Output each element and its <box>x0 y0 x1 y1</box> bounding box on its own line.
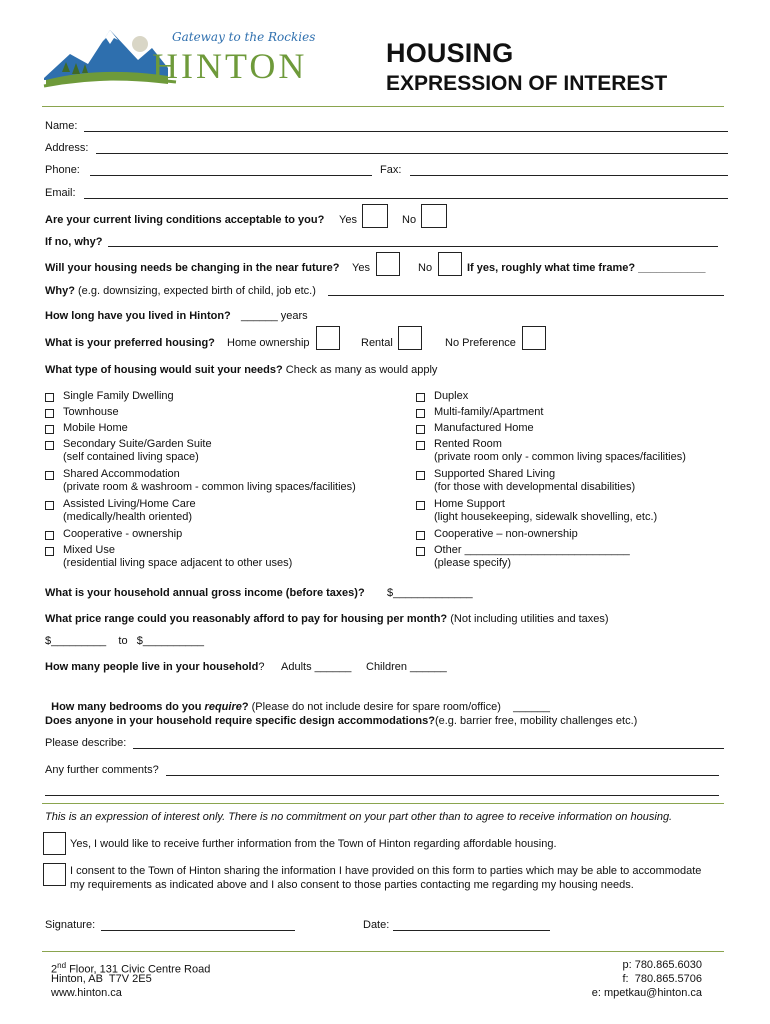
housing-type-label: Townhouse <box>63 406 119 418</box>
bedrooms-note: (Please do not include desire for spare room/office) ______ <box>251 701 550 713</box>
email-label: Email: <box>45 187 76 199</box>
housing-type-label: Cooperative – non-ownership <box>434 528 578 540</box>
bedrooms-require: require <box>204 701 242 713</box>
q-years-in-hinton: How long have you lived in Hinton? <box>45 310 231 322</box>
consent-share-checkbox[interactable] <box>43 863 66 886</box>
q5-label: What type of housing would suit your needs? <box>45 364 283 376</box>
checkbox-icon[interactable] <box>416 471 425 480</box>
housing-type-label: Supported Shared Living <box>434 468 556 480</box>
header-divider <box>42 106 724 107</box>
q-income: What is your household annual gross income (before taxes)? <box>45 587 365 599</box>
housing-type-sub: (private room & washroom - common living spaces/facilities) <box>63 481 356 493</box>
q4-ownership-checkbox[interactable] <box>316 326 340 350</box>
q2-why-label: Why? <box>45 285 75 297</box>
housing-type-label: Single Family Dwelling <box>63 390 174 402</box>
income-field[interactable]: $_____________ <box>387 587 473 599</box>
price-range-fields[interactable]: $_________ to $__________ <box>45 635 205 647</box>
housing-type-label: Duplex <box>434 390 469 402</box>
q1-no-label: No <box>402 214 417 226</box>
q-needs-changing: Will your housing needs be changing in the near future? <box>45 262 340 274</box>
footer-website[interactable]: www.hinton.ca <box>51 987 122 999</box>
q1-yes-checkbox[interactable] <box>362 204 388 228</box>
footer-phone: p: 780.865.6030 <box>622 959 702 971</box>
q-price-range <box>45 613 609 626</box>
q-household-size <box>45 661 264 674</box>
footer-fax: f: 780.865.5706 <box>622 973 702 985</box>
q2-why-field[interactable] <box>328 295 724 296</box>
housing-type-label: Home Support <box>434 498 505 510</box>
q2-yes-label: Yes <box>352 262 370 274</box>
people-label: How many people live in your household <box>45 661 259 673</box>
housing-type-sub: (light housekeeping, sidewalk shovelling, etc.) <box>434 511 658 523</box>
bedrooms-q: ? <box>241 701 249 713</box>
q2-why <box>45 285 316 298</box>
name-field[interactable] <box>84 131 728 132</box>
consent-share-line1: I consent to the Town of Hinton sharing the information I have provided on this form to parties which may be able to accommodate <box>70 865 702 877</box>
checkbox-icon[interactable] <box>45 425 54 434</box>
design-label: Does anyone in your household require specific design accommodations? <box>45 715 435 727</box>
q2-why-hint: (e.g. downsizing, expected birth of child, job etc.) <box>78 285 316 297</box>
q3-years-field[interactable]: ______ years <box>241 310 308 322</box>
checkbox-icon[interactable] <box>45 501 54 510</box>
comments-field-line2[interactable] <box>45 795 719 796</box>
housing-type-sub: (self contained living space) <box>63 451 199 463</box>
housing-type-label: Mobile Home <box>63 422 128 434</box>
housing-type-label: Multi-family/Apartment <box>434 406 544 418</box>
housing-type-label: Other ___________________________ <box>434 544 630 556</box>
housing-type-sub: (private room only - common living spaces/facilities) <box>434 451 686 463</box>
consent-info-text: Yes, I would like to receive further information from the Town of Hinton regarding affordable housing. <box>70 838 557 850</box>
date-field[interactable] <box>393 930 550 931</box>
price-note: (Not including utilities and taxes) <box>450 613 609 625</box>
checkbox-icon[interactable] <box>45 409 54 418</box>
q4-nopref-checkbox[interactable] <box>522 326 546 350</box>
checkbox-icon[interactable] <box>416 501 425 510</box>
describe-field[interactable] <box>133 748 724 749</box>
housing-type-label: Manufactured Home <box>434 422 534 434</box>
checkbox-icon[interactable] <box>45 531 54 540</box>
footer-floor-sup: nd <box>57 961 67 970</box>
fax-field[interactable] <box>410 175 728 176</box>
q-living-conditions: Are your current living conditions acceptable to you? <box>45 214 325 226</box>
phone-label: Phone: <box>45 164 80 176</box>
housing-type-label: Rented Room <box>434 438 502 450</box>
q2-yes-checkbox[interactable] <box>376 252 400 276</box>
housing-type-label: Shared Accommodation <box>63 468 180 480</box>
bedrooms-label: How many bedrooms do you <box>51 701 202 713</box>
q-bedrooms <box>45 688 550 714</box>
footer-divider <box>42 951 724 952</box>
checkbox-icon[interactable] <box>416 425 425 434</box>
housing-type-sub: (medically/health oriented) <box>63 511 193 523</box>
consent-info-checkbox[interactable] <box>43 832 66 855</box>
checkbox-icon[interactable] <box>45 441 54 450</box>
adults-field[interactable]: Adults ______ <box>281 661 352 673</box>
design-note: (e.g. barrier free, mobility challenges etc.) <box>434 715 638 727</box>
q2-timeframe: If yes, roughly what time frame? ___________ <box>467 262 706 274</box>
q2-no-checkbox[interactable] <box>438 252 462 276</box>
checkbox-icon[interactable] <box>416 409 425 418</box>
section-divider <box>42 803 724 804</box>
consent-share-line2: my requirements as indicated above and I also consent to those parties contacting me regarding my housing needs. <box>70 879 634 891</box>
address-label: Address: <box>45 142 89 154</box>
phone-field[interactable] <box>90 175 372 176</box>
price-label: What price range could you reasonably afford to pay for housing per month? <box>45 613 448 625</box>
q-design <box>45 715 637 728</box>
describe-label: Please describe: <box>45 737 127 749</box>
q4-nopref-label: No Preference <box>445 337 516 349</box>
q2-no-label: No <box>418 262 433 274</box>
housing-type-label: Secondary Suite/Garden Suite <box>63 438 212 450</box>
footer-street: Floor, 131 Civic Centre Road <box>66 963 211 976</box>
footer-email[interactable]: e: mpetkau@hinton.ca <box>591 987 702 999</box>
footer-address-line2: Hinton, AB T7V 2E5 <box>51 973 152 985</box>
q-housing-type <box>45 364 437 377</box>
q1-yes-label: Yes <box>339 214 357 226</box>
date-label: Date: <box>363 919 390 931</box>
q4-rental-checkbox[interactable] <box>398 326 422 350</box>
q4-rental-label: Rental <box>361 337 393 349</box>
signature-field[interactable] <box>101 930 295 931</box>
footer-floor-number: 2 <box>51 963 58 976</box>
q1-no-checkbox[interactable] <box>421 204 447 228</box>
checkbox-icon[interactable] <box>416 441 425 450</box>
housing-type-label: Mixed Use <box>63 544 115 556</box>
email-field[interactable] <box>84 198 728 199</box>
logo-tagline: Gateway to the Rockies <box>172 30 316 44</box>
checkbox-icon[interactable] <box>416 393 425 402</box>
name-label: Name: <box>45 120 78 132</box>
children-field[interactable]: Children ______ <box>366 661 447 673</box>
q4-ownership-label: Home ownership <box>227 337 310 349</box>
q5-note: Check as many as would apply <box>285 364 438 376</box>
page-title: HOUSING <box>386 38 514 68</box>
checkbox-icon[interactable] <box>416 531 425 540</box>
housing-type-label: Assisted Living/Home Care <box>63 498 196 510</box>
housing-type-label: Cooperative - ownership <box>63 528 183 540</box>
housing-type-sub: (please specify) <box>434 557 512 569</box>
comments-label: Any further comments? <box>45 764 159 776</box>
disclaimer-text: This is an expression of interest only. There is no commitment on your part other than to agree to receive information on housing. <box>45 811 673 823</box>
comments-field[interactable] <box>166 775 719 776</box>
logo-name: HINTON <box>152 46 308 86</box>
signature-label: Signature: <box>45 919 96 931</box>
q-preferred-housing: What is your preferred housing? <box>45 337 215 349</box>
checkbox-icon[interactable] <box>45 547 54 556</box>
checkbox-icon[interactable] <box>45 393 54 402</box>
address-field[interactable] <box>96 153 728 154</box>
q1-why-label: If no, why? <box>45 236 103 248</box>
housing-type-sub: (residential living space adjacent to other uses) <box>63 557 293 569</box>
people-q: ? <box>258 661 265 673</box>
q1-why-field[interactable] <box>108 246 718 247</box>
fax-label: Fax: <box>380 164 402 176</box>
page-subtitle: EXPRESSION OF INTEREST <box>386 72 668 95</box>
checkbox-icon[interactable] <box>416 547 425 556</box>
housing-type-sub: (for those with developmental disabilities) <box>434 481 636 493</box>
checkbox-icon[interactable] <box>45 471 54 480</box>
